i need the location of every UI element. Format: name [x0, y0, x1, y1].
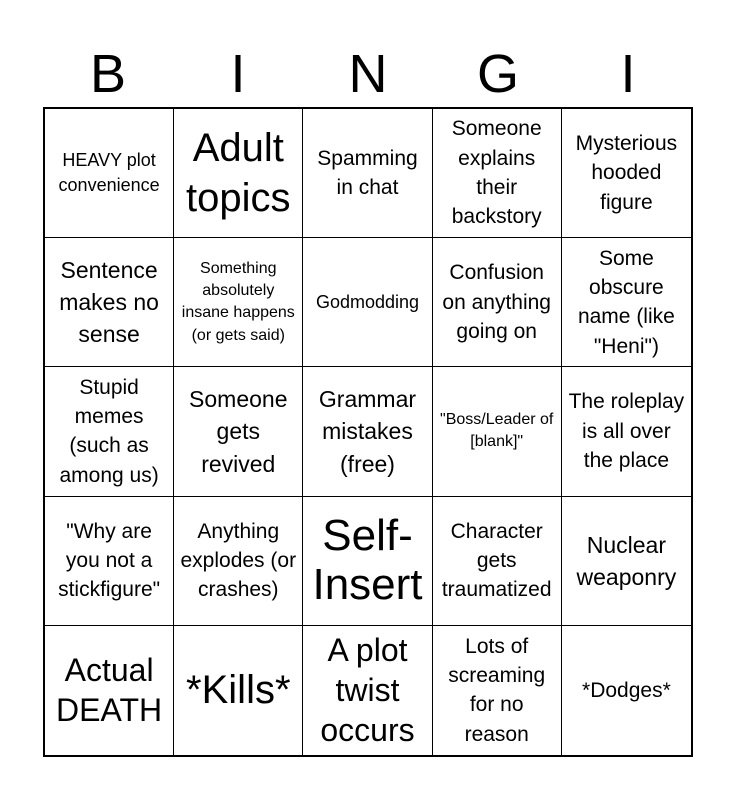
- bingo-cell[interactable]: Spamming in chat: [303, 109, 432, 238]
- bingo-cell[interactable]: Grammar mistakes (free): [303, 367, 432, 496]
- bingo-cell[interactable]: The roleplay is all over the place: [562, 367, 691, 496]
- bingo-cell[interactable]: Character gets traumatized: [433, 497, 562, 626]
- bingo-cell[interactable]: Someone explains their backstory: [433, 109, 562, 238]
- bingo-cell[interactable]: Self-Insert: [303, 497, 432, 626]
- bingo-cell[interactable]: Lots of screaming for no reason: [433, 626, 562, 755]
- bingo-cell[interactable]: *Kills*: [174, 626, 303, 755]
- bingo-cell[interactable]: Actual DEATH: [45, 626, 174, 755]
- bingo-cell[interactable]: Anything explodes (or crashes): [174, 497, 303, 626]
- bingo-cell[interactable]: "Boss/Leader of [blank]": [433, 367, 562, 496]
- header-letter-g: G: [476, 44, 519, 104]
- bingo-board: [43, 107, 693, 757]
- bingo-cell[interactable]: *Dodges*: [582, 678, 671, 702]
- bingo-header: [43, 40, 693, 108]
- bingo-cell[interactable]: Stupid memes (such as among us): [45, 367, 174, 496]
- bingo-cell[interactable]: Nuclear weaponry: [562, 497, 691, 626]
- bingo-cell[interactable]: Some obscure name (like "Heni"): [562, 238, 691, 367]
- bingo-cell[interactable]: A plot twist occurs: [303, 626, 432, 755]
- bingo-cell[interactable]: "Why are you not a stickfigure": [45, 497, 174, 626]
- bingo-cell[interactable]: Someone gets revived: [174, 367, 303, 496]
- bingo-cell[interactable]: Godmodding: [303, 238, 432, 367]
- header-letter-i2: I: [620, 44, 636, 104]
- header-letter-i: I: [230, 44, 246, 104]
- bingo-cell[interactable]: Confusion on anything going on: [433, 238, 562, 367]
- header-letter-n: N: [348, 44, 388, 104]
- bingo-cell[interactable]: Something absolutely insane happens (or gets said): [174, 238, 303, 367]
- bingo-cell[interactable]: Adult topics: [174, 109, 303, 238]
- bingo-cell[interactable]: HEAVY plot convenience: [45, 109, 174, 238]
- bingo-cell[interactable]: Mysterious hooded figure: [562, 109, 691, 238]
- bingo-cell[interactable]: Sentence makes no sense: [45, 238, 174, 367]
- header-letter-b: B: [89, 44, 127, 104]
